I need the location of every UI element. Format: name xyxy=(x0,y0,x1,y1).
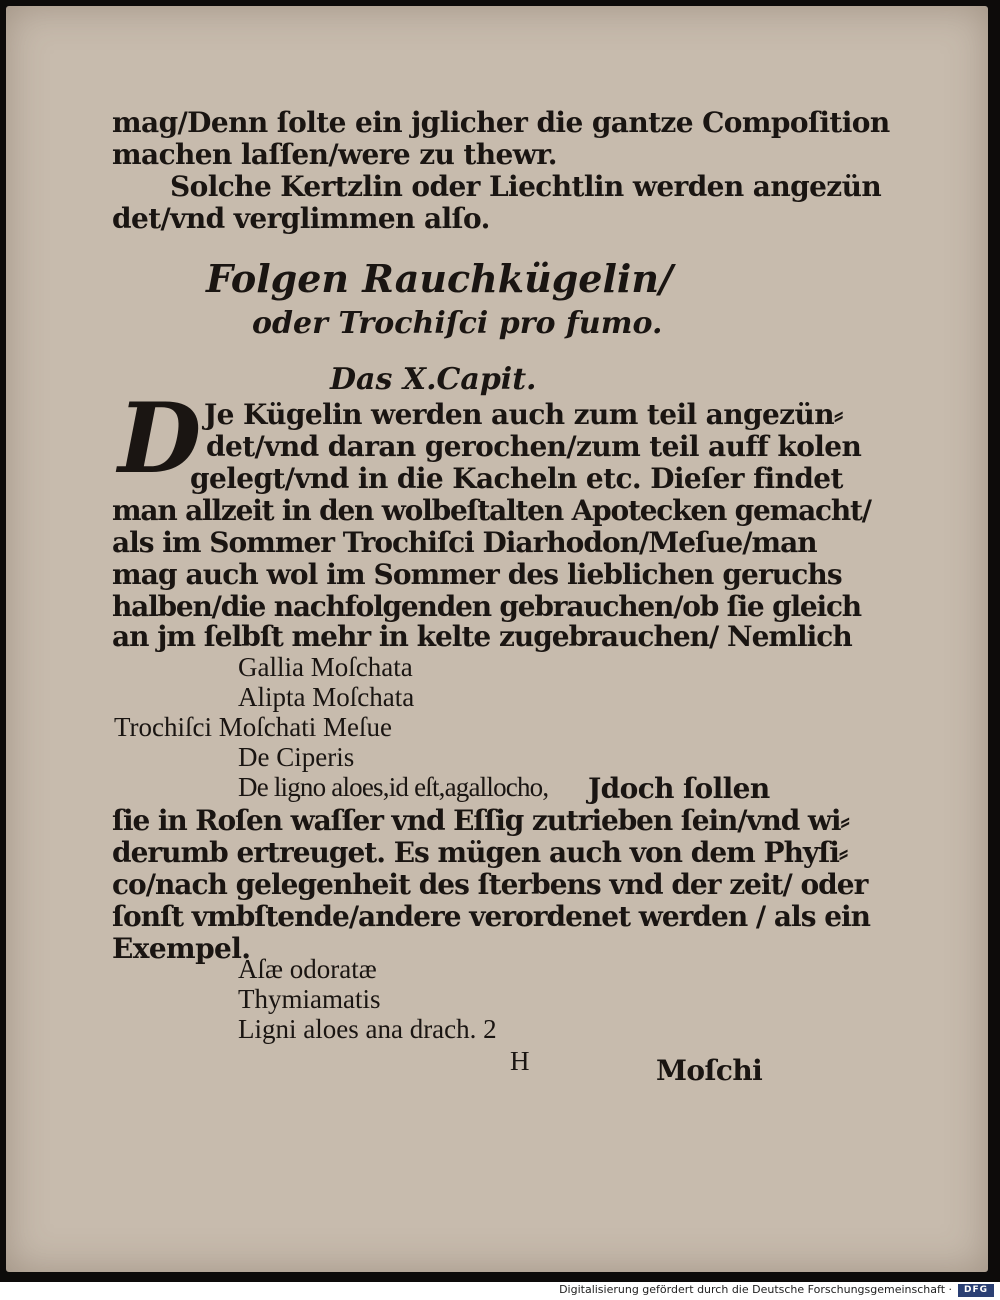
text-line: halben/die nachfolgenden gebrauchen/ob ſie gleich xyxy=(112,590,861,623)
dfg-logo: DFG xyxy=(958,1284,994,1297)
text-line: co/nach gelegenheit des ſterbens vnd der zeit/ oder xyxy=(112,868,868,901)
text-line: an jm ſelbſt mehr in kelte zugebrauchen/ Nemlich xyxy=(112,620,852,653)
book-page xyxy=(6,6,988,1272)
funding-credit: Digitalisierung gefördert durch die Deutsche Forschungsgemeinschaft · xyxy=(559,1283,952,1296)
text-line: mag auch wol im Sommer des lieblichen geruchs xyxy=(112,558,842,591)
signature-mark: H xyxy=(510,1046,530,1076)
footer-bar xyxy=(0,1282,1000,1300)
recipe-item: Aſæ odoratæ xyxy=(238,954,377,984)
text-line: gelegt/vnd in die Kacheln etc. Dieſer findet xyxy=(190,462,843,495)
recipe-item: De ligno aloes,id eſt,agallocho, xyxy=(238,772,549,802)
text-line: det/vnd verglimmen alſo. xyxy=(112,202,490,235)
chapter-title: Das X.Capit. xyxy=(330,362,537,397)
text-line: Solche Kertzlin oder Liechtlin werden angezün xyxy=(170,170,882,203)
recipe-item: Ligni aloes ana drach. 2 xyxy=(238,1014,497,1044)
text-line: det/vnd daran gerochen/zum teil auff kolen xyxy=(206,430,862,463)
text-line: Jdoch ſollen xyxy=(588,772,770,805)
text-line: ſie in Roſen waſſer vnd Eſſig zutrieben ſein/vnd wi⸗ xyxy=(112,804,849,837)
recipe-item: Thymiamatis xyxy=(238,984,381,1014)
text-line: Exempel. xyxy=(112,932,251,965)
text-line: ſonſt vmbſtende/andere verordenet werden / als ein xyxy=(112,900,871,933)
text-line: Je Kügelin werden auch zum teil angezün⸗ xyxy=(204,398,843,431)
section-subheading: oder Trochiſci pro fumo. xyxy=(252,306,663,341)
text-line: machen laſſen/were zu thewr. xyxy=(112,138,557,171)
recipe-item: Trochiſci Moſchati Meſue xyxy=(114,712,392,742)
recipe-item: Gallia Moſchata xyxy=(238,652,413,682)
decorated-initial: D xyxy=(118,382,202,495)
text-line: derumb ertreuget. Es mügen auch von dem Phyſi⸗ xyxy=(112,836,848,869)
recipe-item: Alipta Moſchata xyxy=(238,682,415,712)
text-line: mag/Denn ſolte ein jglicher die gantze Compoſition xyxy=(112,106,890,139)
catchword: Moſchi xyxy=(656,1054,763,1087)
section-heading: Folgen Rauchkügelin/ xyxy=(206,256,673,301)
text-line: als im Sommer Trochiſci Diarhodon/Meſue/man xyxy=(112,526,817,559)
text-line: man allzeit in den wolbeſtalten Apotecken gemacht/ xyxy=(112,494,871,527)
recipe-item: De Ciperis xyxy=(238,742,355,772)
